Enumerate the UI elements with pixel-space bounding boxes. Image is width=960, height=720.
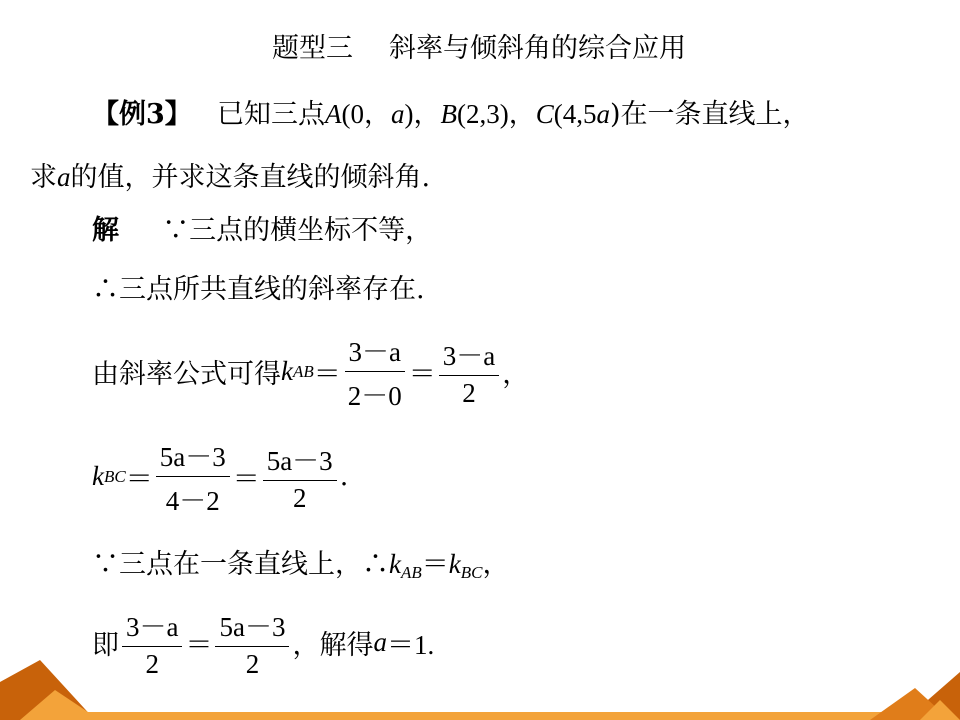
fraction-2-den: 2 <box>462 378 476 408</box>
fraction-6-den: 2 <box>245 649 260 679</box>
fraction-5-num: 3－a <box>122 605 182 647</box>
solution-step-1: ∵三点的横坐标不等， <box>162 215 433 246</box>
fraction-4-den: 2 <box>292 483 307 513</box>
example-text: 已知三点 <box>216 99 325 130</box>
var-a: a <box>390 99 405 129</box>
var-a: a <box>57 162 71 192</box>
slope-symbol: k <box>281 356 293 386</box>
solution-step-5: ∵三点在一条直线上，∴ <box>92 549 389 580</box>
point-c-close: )在一条直线上， <box>609 99 810 130</box>
equals-sign: ＝ <box>421 549 449 580</box>
point-b-label: B <box>440 99 457 129</box>
solution-line-1 <box>92 208 432 247</box>
equals-sign: ＝ <box>313 359 341 390</box>
slope-sub-ab: AB <box>292 361 314 381</box>
point-a-coords: (0， <box>341 99 391 129</box>
example-tag: 【例3】 <box>92 99 192 130</box>
solution-line-3 <box>92 330 529 413</box>
fraction-1 <box>344 330 406 413</box>
example-line-1 <box>92 92 810 131</box>
fraction-4-num: 5a－3 <box>263 439 337 481</box>
equals-sign: ＝ <box>125 464 153 495</box>
solution-line-5 <box>92 542 509 583</box>
example-text: 的值，并求这条直线的倾斜角. <box>70 162 431 193</box>
comma: ， <box>482 549 510 580</box>
period: . <box>339 461 349 492</box>
comma: ， <box>502 359 530 390</box>
slope-sub-bc: BC <box>460 563 483 582</box>
solution-result: ＝1. <box>386 630 435 660</box>
fraction-6-num: 5a－3 <box>215 605 289 647</box>
example-line-2 <box>30 155 430 194</box>
example-text: 求 <box>30 162 57 193</box>
var-a: a <box>596 99 610 129</box>
fraction-4 <box>263 439 337 514</box>
solution-line-4 <box>92 435 348 518</box>
solution-step-3: 由斜率公式可得 <box>92 359 281 390</box>
point-b-coords: (2,3)， <box>456 99 536 129</box>
solution-step-6: 即 <box>92 630 119 661</box>
slope-sub-ab: AB <box>400 563 422 582</box>
title-part1: 题型三 <box>272 33 353 64</box>
fraction-2 <box>439 334 499 409</box>
fraction-1-den: 2－0 <box>347 381 402 411</box>
point-a-label: A <box>324 99 342 129</box>
slope-symbol: k <box>448 549 461 579</box>
fraction-3 <box>156 435 230 518</box>
equals-sign: ＝ <box>232 464 260 495</box>
point-c-open: (4,5 <box>553 99 597 129</box>
fraction-5-den: 2 <box>145 649 159 679</box>
solution-step-6-text: ，解得 <box>292 630 374 661</box>
bottom-bar <box>0 712 960 720</box>
equals-sign: ＝ <box>185 630 213 661</box>
fraction-3-den: 4－2 <box>165 486 220 516</box>
slope-sub-bc: BC <box>103 466 126 486</box>
section-title <box>272 26 686 65</box>
equals-sign: ＝ <box>408 359 436 390</box>
fraction-3-num: 5a－3 <box>156 435 230 477</box>
slope-symbol: k <box>389 549 401 579</box>
bottom-decoration <box>0 660 960 720</box>
var-a: a <box>373 627 387 657</box>
solution-label: 解 <box>92 215 119 246</box>
title-part2: 斜率与倾斜角的综合应用 <box>389 33 686 64</box>
fraction-2-num: 3－a <box>439 334 499 376</box>
point-a-close: )， <box>404 99 441 129</box>
slope-symbol: k <box>92 461 104 491</box>
solution-line-2 <box>92 267 425 306</box>
solution-step-2: ∴三点所共直线的斜率存在. <box>92 274 425 305</box>
fraction-1-num: 3－a <box>345 330 405 372</box>
point-c-label: C <box>535 99 554 129</box>
